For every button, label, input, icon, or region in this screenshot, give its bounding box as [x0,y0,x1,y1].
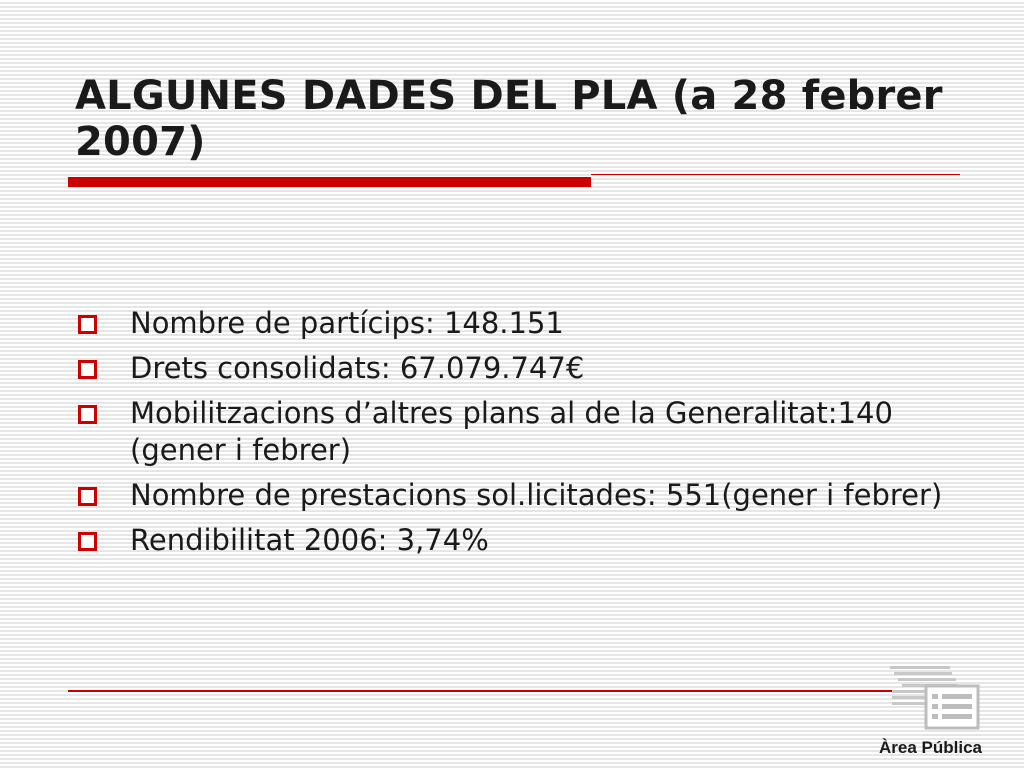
bullet-item [78,305,958,342]
bullet-text: Drets consolidats: 67.079.747€ [130,351,585,385]
bullet-text: Mobilitzacions d’altres plans al de la Generalitat:140 (gener i febrer) [130,396,893,467]
title-underline-thin [591,174,960,175]
bullet-text: Rendibilitat 2006: 3,74% [130,523,489,557]
square-bullet-icon [78,405,97,424]
square-bullet-icon [78,360,97,379]
title-underline-thick [68,177,591,187]
bullet-item [78,477,958,514]
square-bullet-icon [78,532,97,551]
bullet-text: Nombre de partícips: 148.151 [130,306,564,340]
bullet-text: Nombre de prestacions sol.licitades: 551(gener i febrer) [130,478,943,512]
square-bullet-icon [78,487,97,506]
square-bullet-icon [78,315,97,334]
footer-brand-label: Àrea Pública [879,738,982,757]
bullet-list [78,305,958,567]
footer-divider [68,690,960,692]
bullet-item [78,522,958,559]
slide-title: ALGUNES DADES DEL PLA (a 28 febrer 2007) [75,73,943,165]
bullet-item [78,395,958,469]
bullet-item [78,350,958,387]
area-publica-logo-icon [888,662,984,734]
